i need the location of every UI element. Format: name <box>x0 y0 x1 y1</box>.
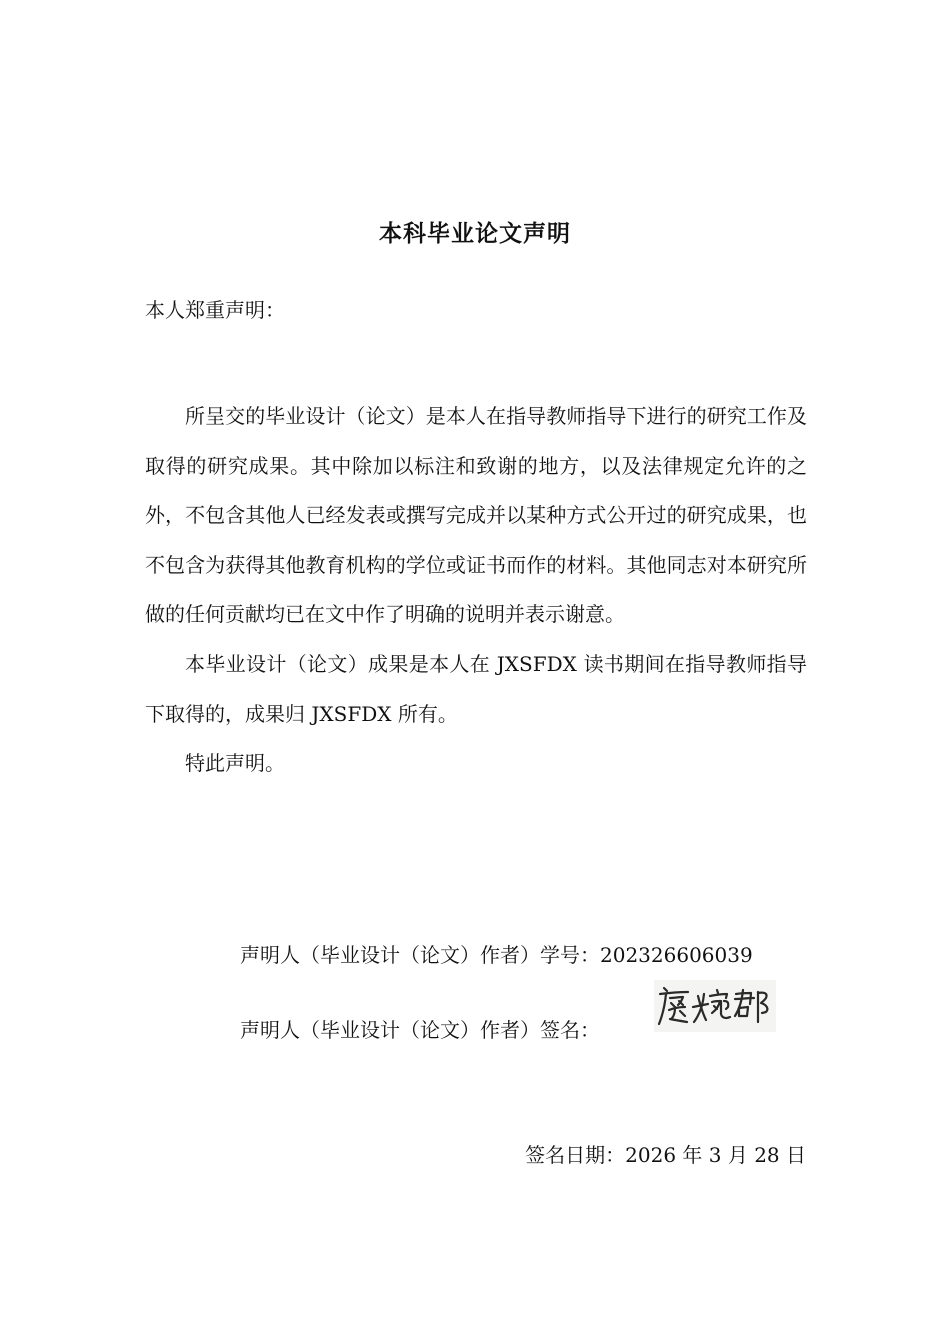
paragraph-closing: 特此声明。 <box>185 751 285 776</box>
signature-image <box>654 980 776 1032</box>
signature-label: 声明人（毕业设计（论文）作者）签名： <box>240 1018 600 1042</box>
page-title: 本科毕业论文声明 <box>379 221 571 247</box>
signature-date: 签名日期：2026 年 3 月 28 日 <box>525 1143 806 1167</box>
paragraph-originality: 所呈交的毕业设计（论文）是本人在指导教师指导下进行的研究工作及取得的研究成果。其中除加以标注和致谢的地方，以及法律规定允许的之外，不包含其他人已经发表或撰写完成并以某种方式公开过的研究成果，也不包含为获得其他教育机构的学位或证书而作的材料。其他同志对本研究所做的任何贡献均已在文中作了明确的说明并表示谢意。 <box>145 404 807 627</box>
handwritten-signature <box>654 980 776 1032</box>
paragraph-ownership: 本毕业设计（论文）成果是本人在 JXSFDX 读书期间在指导教师指导下取得的，成果归 JXSFDX 所有。 <box>145 651 807 726</box>
opening-line: 本人郑重声明： <box>145 298 285 322</box>
declaration-body <box>145 392 807 789</box>
student-id-line: 声明人（毕业设计（论文）作者）学号：202326606039 <box>240 943 753 967</box>
